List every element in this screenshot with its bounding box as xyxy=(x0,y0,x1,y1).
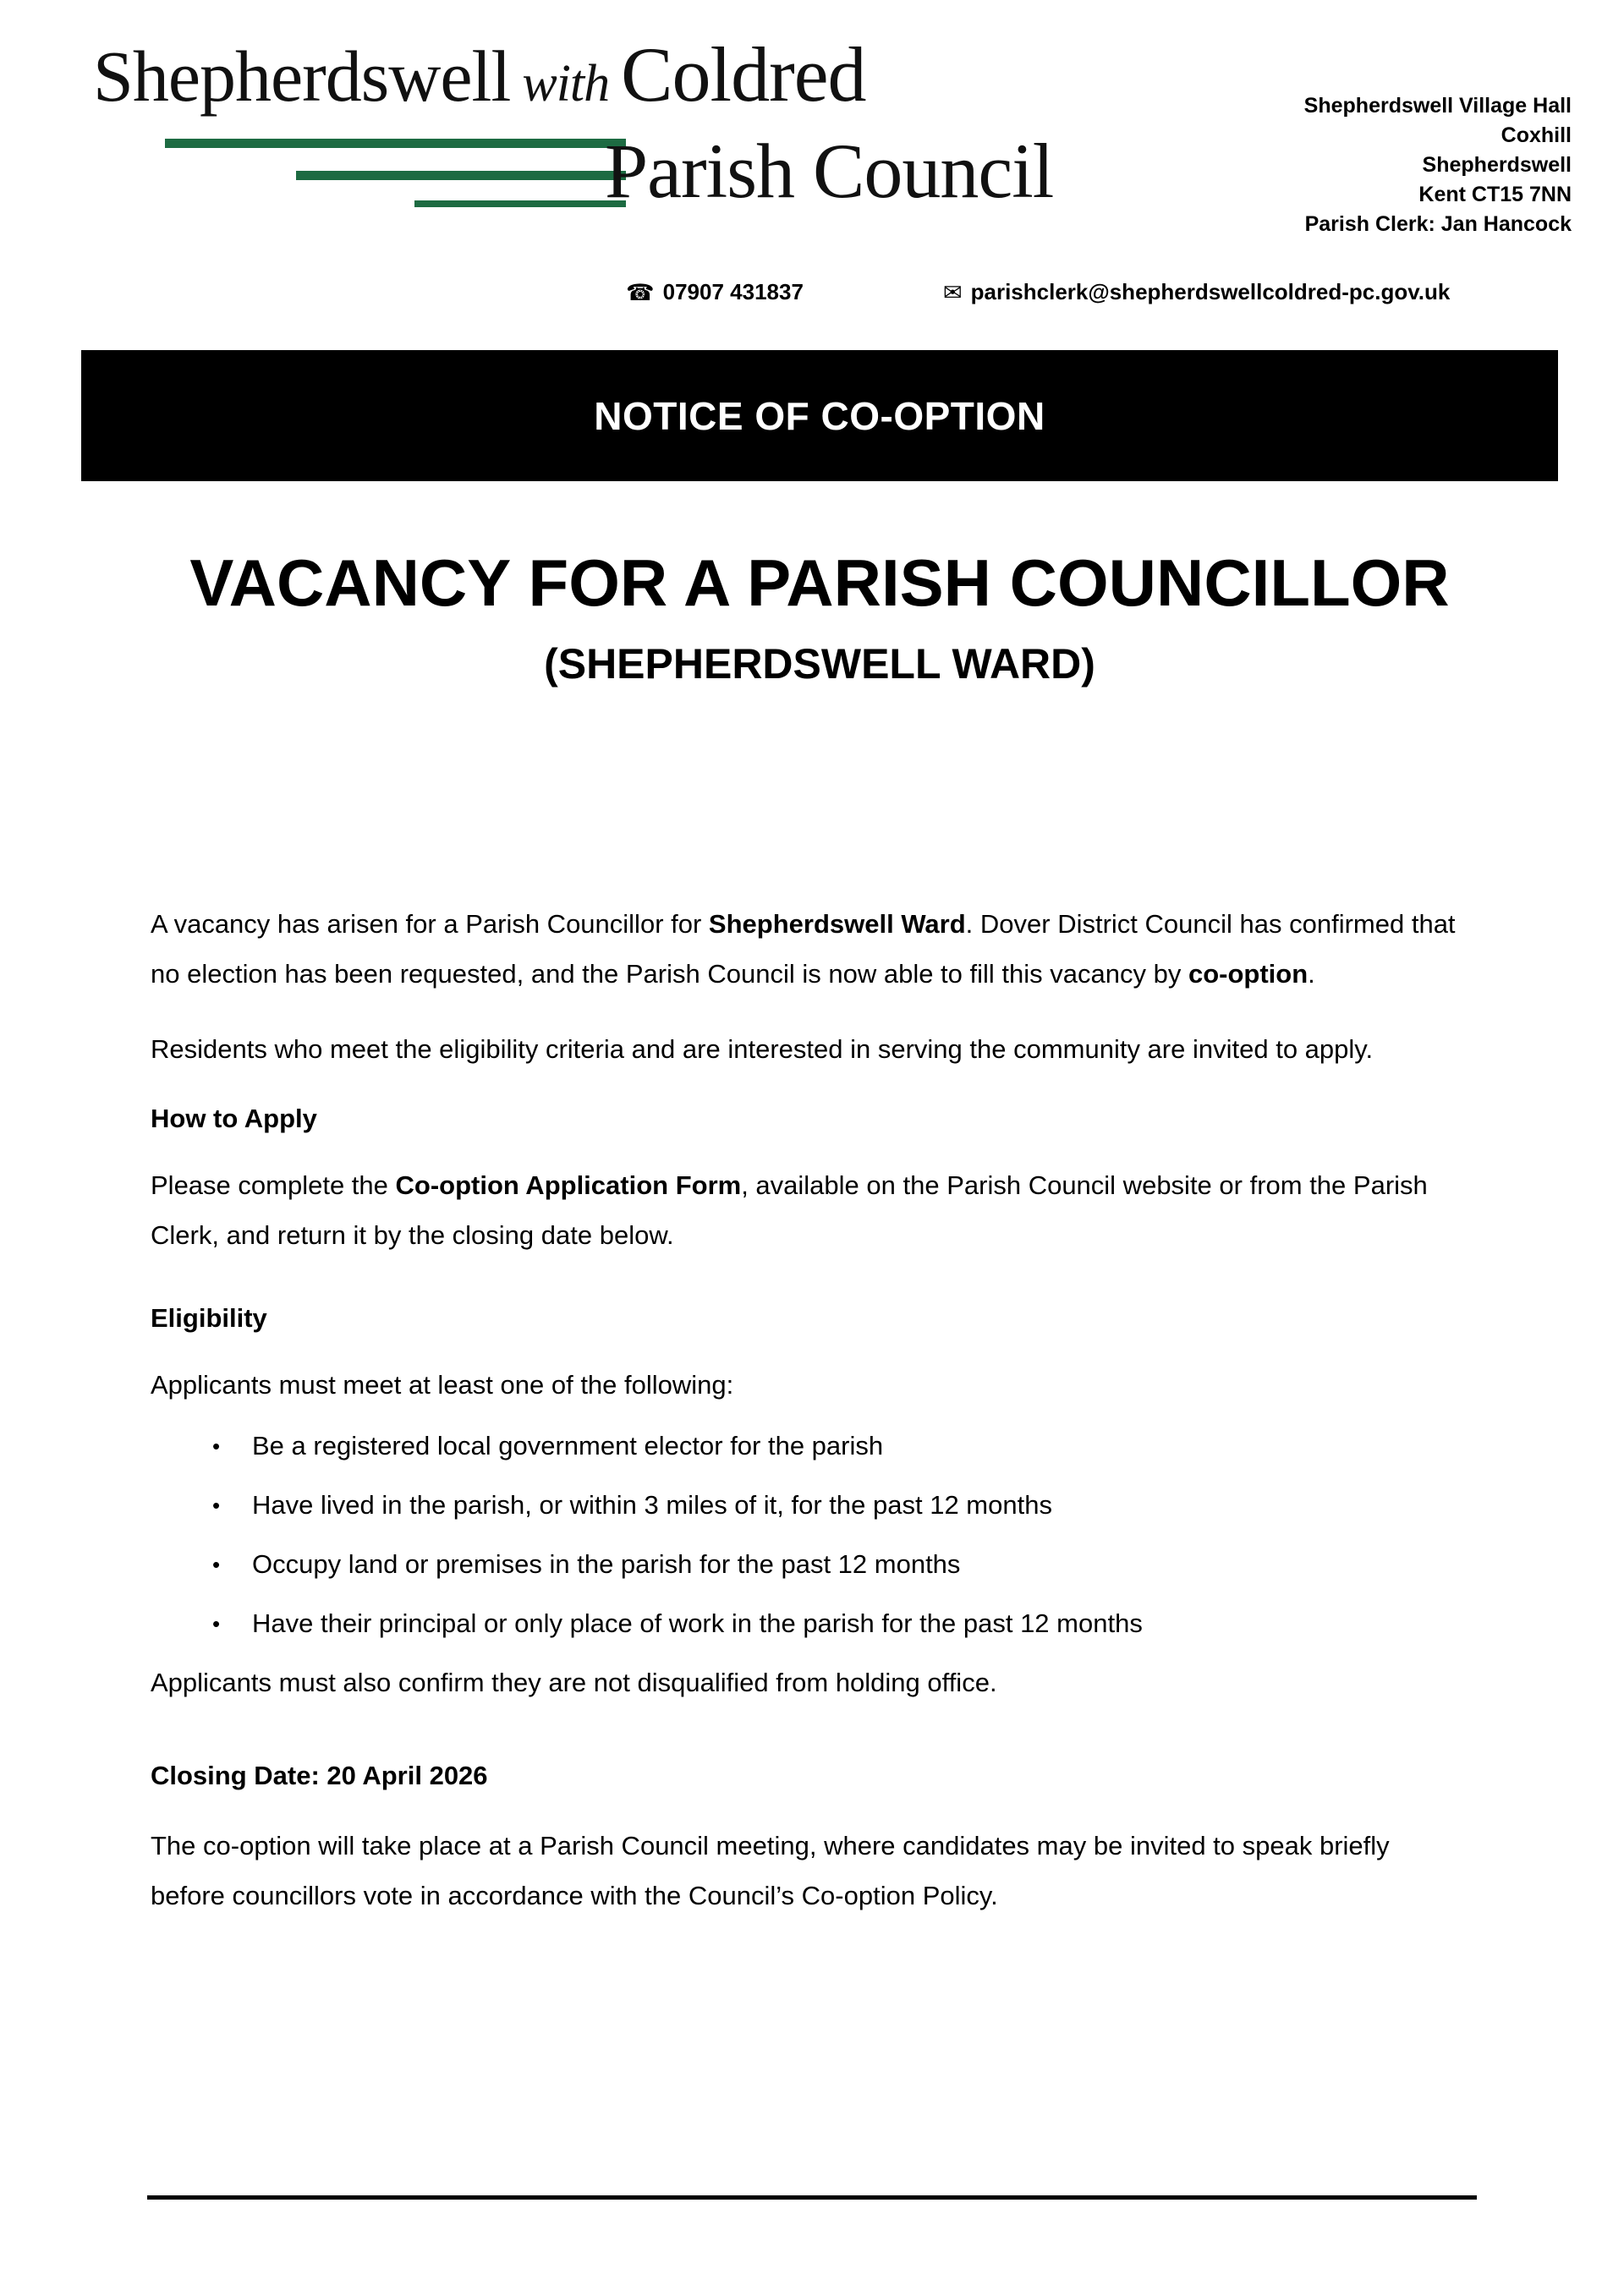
bullet-icon: • xyxy=(212,1433,221,1459)
logo-line-two: Parish Council xyxy=(605,128,1054,214)
eligibility-note: Applicants must also confirm they are not disqualified from holding office. xyxy=(151,1668,997,1697)
logo-green-rules xyxy=(51,139,626,223)
phone-number: 07907 431837 xyxy=(662,279,804,304)
phone-contact xyxy=(626,279,804,305)
bullet-icon: • xyxy=(212,1611,221,1636)
contact-row xyxy=(0,279,1624,318)
envelope-icon: ✉ xyxy=(943,280,963,306)
address-block xyxy=(1304,91,1572,239)
address-line-venue: Shepherdswell Village Hall xyxy=(1303,94,1572,118)
logo-line-one xyxy=(93,32,866,126)
letterhead xyxy=(0,0,1624,330)
list-item-label: Be a registered local government elector for the parish xyxy=(252,1431,884,1460)
list-item-label: Have lived in the parish, or within 3 miles of it, for the past 12 months xyxy=(252,1490,1052,1520)
list-item xyxy=(151,1547,1470,1582)
page-title: VACANCY FOR A PARISH COUNCILLOR xyxy=(189,545,1450,620)
logo-word-coldred: Coldred xyxy=(621,31,866,118)
bullet-icon: • xyxy=(212,1493,221,1518)
bullet-icon: • xyxy=(212,1552,221,1577)
intro-text-c: . xyxy=(1308,959,1315,989)
logo-rule-2 xyxy=(296,171,626,180)
address-line-postcode: Kent CT15 7NN xyxy=(1418,183,1572,206)
logo-rule-1 xyxy=(165,139,626,148)
intro-text-a: A vacancy has arisen for a Parish Councillor for xyxy=(151,909,709,939)
footer-divider xyxy=(147,2195,1477,2200)
telephone-icon: ☎ xyxy=(626,280,655,306)
logo-word-with: with xyxy=(522,55,610,112)
address-line-town: Shepherdswell xyxy=(1422,153,1572,177)
intro-bold-ward: Shepherdswell Ward xyxy=(708,909,966,939)
section-heading-eligibility: Eligibility xyxy=(151,1303,267,1333)
list-item xyxy=(151,1606,1470,1641)
notice-banner-label: NOTICE OF CO-OPTION xyxy=(594,393,1045,438)
notice-body xyxy=(151,899,1470,1946)
title-block xyxy=(81,541,1558,690)
council-logo xyxy=(51,32,1235,252)
logo-rule-3 xyxy=(414,200,626,207)
email-address[interactable]: parishclerk@shepherdswellcoldred-pc.gov.uk xyxy=(970,279,1451,304)
final-paragraph: The co-option will take place at a Parish Council meeting, where candidates may be invited to speak briefly before councillors vote in accordance with the Council’s Co-option Policy. xyxy=(151,1831,1390,1910)
intro-text-b: . Dover District Council has confirmed that no election has been requested, and the Parish Council is now able to fill this vacancy by xyxy=(151,909,1456,989)
logo-word-shepherdswell: Shepherdswell xyxy=(93,36,511,117)
apply-text-b: , available on the Parish Council website or from the Parish Clerk, and return it by the closing date below. xyxy=(151,1170,1428,1250)
intro-bold-cooption: co-option xyxy=(1188,959,1309,989)
intro-paragraph-2: Residents who meet the eligibility criteria and are interested in serving the community are invited to apply. xyxy=(151,1034,1374,1064)
intro-paragraph-1 xyxy=(151,899,1470,999)
closing-date: Closing Date: 20 April 2026 xyxy=(151,1761,488,1790)
list-item xyxy=(151,1488,1470,1523)
apply-bold-form: Co-option Application Form xyxy=(395,1170,742,1200)
how-to-apply-paragraph xyxy=(151,1160,1470,1260)
section-heading-how-to-apply: How to Apply xyxy=(151,1104,317,1133)
eligibility-list xyxy=(151,1428,1470,1641)
list-item xyxy=(151,1428,1470,1464)
eligibility-intro: Applicants must meet at least one of the following: xyxy=(151,1370,734,1400)
list-item-label: Have their principal or only place of work in the parish for the past 12 months xyxy=(252,1608,1143,1638)
apply-text-a: Please complete the xyxy=(151,1170,396,1200)
list-item-label: Occupy land or premises in the parish for the past 12 months xyxy=(252,1549,961,1579)
notice-banner xyxy=(81,350,1558,481)
page-subtitle: (SHEPHERDSWELL WARD) xyxy=(544,640,1095,688)
address-line-clerk: Parish Clerk: Jan Hancock xyxy=(1304,212,1572,236)
address-line-street: Coxhill xyxy=(1501,123,1572,147)
email-contact[interactable] xyxy=(943,279,1450,305)
